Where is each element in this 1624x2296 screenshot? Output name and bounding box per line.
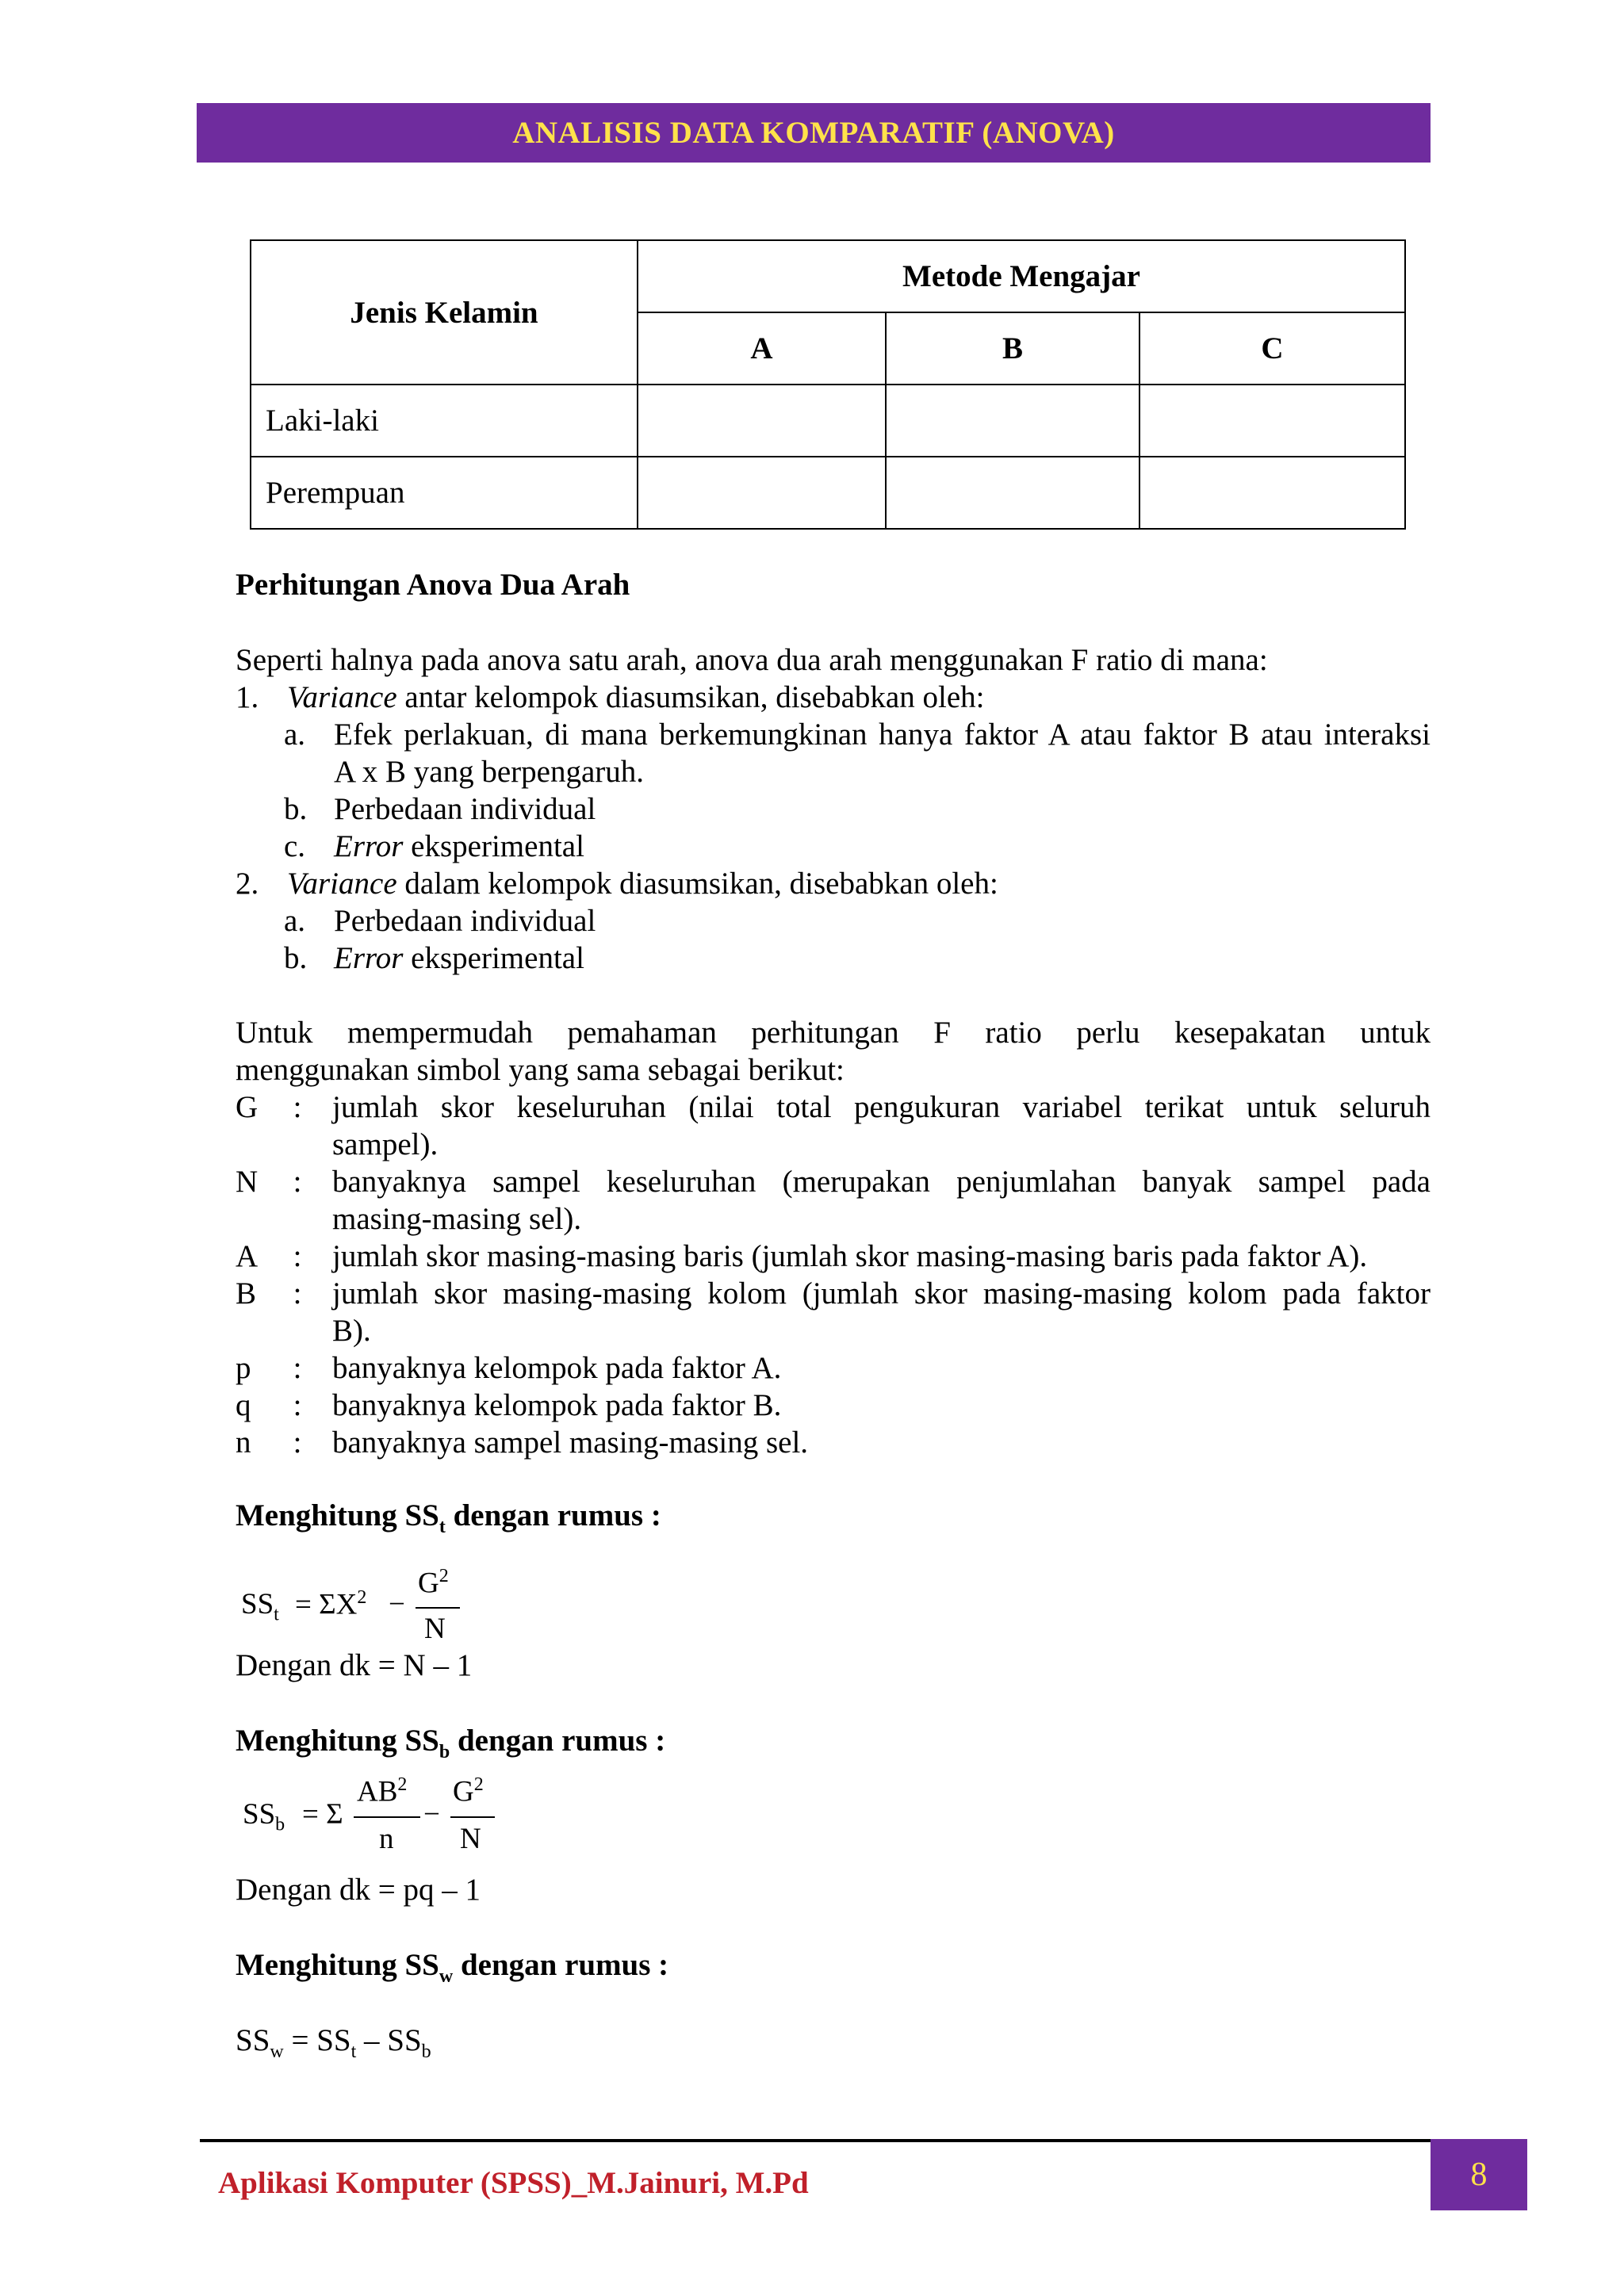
table-cell (638, 385, 886, 457)
table-col-b: B (886, 312, 1139, 385)
ssb-eq: = Σ (302, 1798, 343, 1831)
sst-fraction-bar (416, 1607, 460, 1609)
symbol-definition: banyaknya sampel masing-masing sel. (332, 1425, 809, 1460)
header-bar (197, 103, 1431, 163)
symbol-colon: : (293, 1165, 302, 1199)
list-item-1a-cont: A x B yang berpengaruh. (334, 755, 644, 789)
ssb-numerator-1: $AB^2$ (357, 1774, 408, 1808)
footer-divider (200, 2139, 1431, 2142)
table-col-a: A (638, 312, 886, 385)
symbol-colon: : (293, 1090, 302, 1124)
symbol-definition: jumlah skor masing-masing baris (jumlah skor masing-masing baris pada faktor A). (332, 1239, 1368, 1273)
footer-text: Aplikasi Komputer (SPSS)_M.Jainuri, M.Pd (218, 2166, 809, 2200)
sst-heading: Menghitung $SS_t$ dengan rumus : (236, 1498, 661, 1537)
symbol-label: A (236, 1239, 259, 1273)
table-col-c: C (1139, 312, 1405, 385)
sst-denominator: N (424, 1613, 446, 1645)
ssb-denominator-2: N (460, 1823, 481, 1855)
table-row-header: Jenis Kelamin (251, 240, 638, 385)
symbol-definition-cont: sampel). (332, 1127, 439, 1161)
sst-dk: Dengan dk = N – 1 (236, 1648, 473, 1682)
table-group-header: Metode Mengajar (638, 240, 1405, 312)
symbol-label: B (236, 1276, 257, 1311)
list-item-2: Variance dalam kelompok diasumsikan, disebabkan oleh: (287, 867, 998, 901)
symbol-label: G (236, 1090, 259, 1124)
table-cell (886, 457, 1139, 529)
table-row-label: Laki-laki (251, 385, 638, 457)
list-item-1b: Perbedaan individual (334, 792, 596, 826)
symbol-definition: banyaknya kelompok pada faktor A. (332, 1351, 782, 1385)
ssb-dk: Dengan dk = pq – 1 (236, 1873, 481, 1907)
symbol-colon: : (293, 1239, 302, 1273)
symbol-definition: jumlah skor keseluruhan (nilai total pengukuran variabel terikat untuk seluruh (332, 1090, 1431, 1124)
symbols-intro: Untuk mempermudah pemahaman perhitungan F ratio perlu kesepakatan untuk (236, 1016, 1431, 1050)
list-num: c. (284, 829, 306, 863)
sst-minus: − (389, 1588, 405, 1621)
list-num: b. (284, 792, 308, 826)
ssb-fraction-bar-2 (450, 1816, 495, 1818)
symbol-definition-cont: B). (332, 1314, 371, 1348)
symbol-label: q (236, 1388, 251, 1422)
sst-lhs: $SS_t$ (241, 1588, 279, 1625)
ssb-lhs: $SS_b$ (243, 1798, 285, 1835)
symbol-colon: : (293, 1351, 302, 1385)
symbol-label: n (236, 1425, 251, 1460)
sst-numerator: $G^2$ (418, 1566, 449, 1600)
list-num: 2. (236, 867, 259, 901)
list-item-1c: Error eksperimental (334, 829, 584, 863)
symbol-label: N (236, 1165, 259, 1199)
symbol-definition-cont: masing-masing sel). (332, 1202, 582, 1236)
list-item-2b: Error eksperimental (334, 941, 584, 975)
list-num: a. (284, 718, 306, 752)
header-title: ANALISIS DATA KOMPARATIF (ANOVA) (512, 116, 1115, 150)
table-cell (1139, 385, 1405, 457)
table-cell (638, 457, 886, 529)
ssb-numerator-2: $G^2$ (453, 1774, 484, 1808)
list-num: b. (284, 941, 308, 975)
list-num: a. (284, 904, 306, 938)
sst-eq: = $\Sigma X^2$ (295, 1587, 367, 1621)
list-item-1: Variance antar kelompok diasumsikan, disebabkan oleh: (287, 680, 985, 714)
symbol-colon: : (293, 1276, 302, 1311)
symbol-colon: : (293, 1388, 302, 1422)
design-table (250, 239, 1406, 530)
intro-text: Seperti halnya pada anova satu arah, anova dua arah menggunakan F ratio di mana: (236, 643, 1268, 677)
ssb-heading: Menghitung $SS_b$ dengan rumus : (236, 1724, 666, 1762)
table-cell (886, 385, 1139, 457)
list-item-2a: Perbedaan individual (334, 904, 596, 938)
symbol-colon: : (293, 1425, 302, 1460)
symbols-intro-cont: menggunakan simbol yang sama sebagai berikut: (236, 1053, 845, 1087)
symbol-definition: banyaknya kelompok pada faktor B. (332, 1388, 782, 1422)
ssw-formula: $SS_w = SS_t - SS_b$ (236, 2023, 431, 2062)
section-title: Perhitungan Anova Dua Arah (236, 568, 630, 602)
ssw-heading: Menghitung $SS_w$ dengan rumus : (236, 1948, 669, 1987)
symbol-definition: banyaknya sampel keseluruhan (merupakan penjumlahan banyak sampel pada (332, 1165, 1431, 1199)
ssb-fraction-bar-1 (354, 1816, 420, 1818)
list-item-1a: Efek perlakuan, di mana berkemungkinan hanya faktor A atau faktor B atau interaksi (334, 718, 1431, 752)
table-row-label: Perempuan (251, 457, 638, 529)
ssb-denominator-1: n (379, 1823, 394, 1855)
page-number: 8 (1431, 2139, 1527, 2210)
list-num: 1. (236, 680, 259, 714)
table-cell (1139, 457, 1405, 529)
ssb-minus: − (423, 1798, 440, 1831)
symbol-label: p (236, 1351, 251, 1385)
symbol-definition: jumlah skor masing-masing kolom (jumlah skor masing-masing kolom pada faktor (332, 1276, 1431, 1311)
